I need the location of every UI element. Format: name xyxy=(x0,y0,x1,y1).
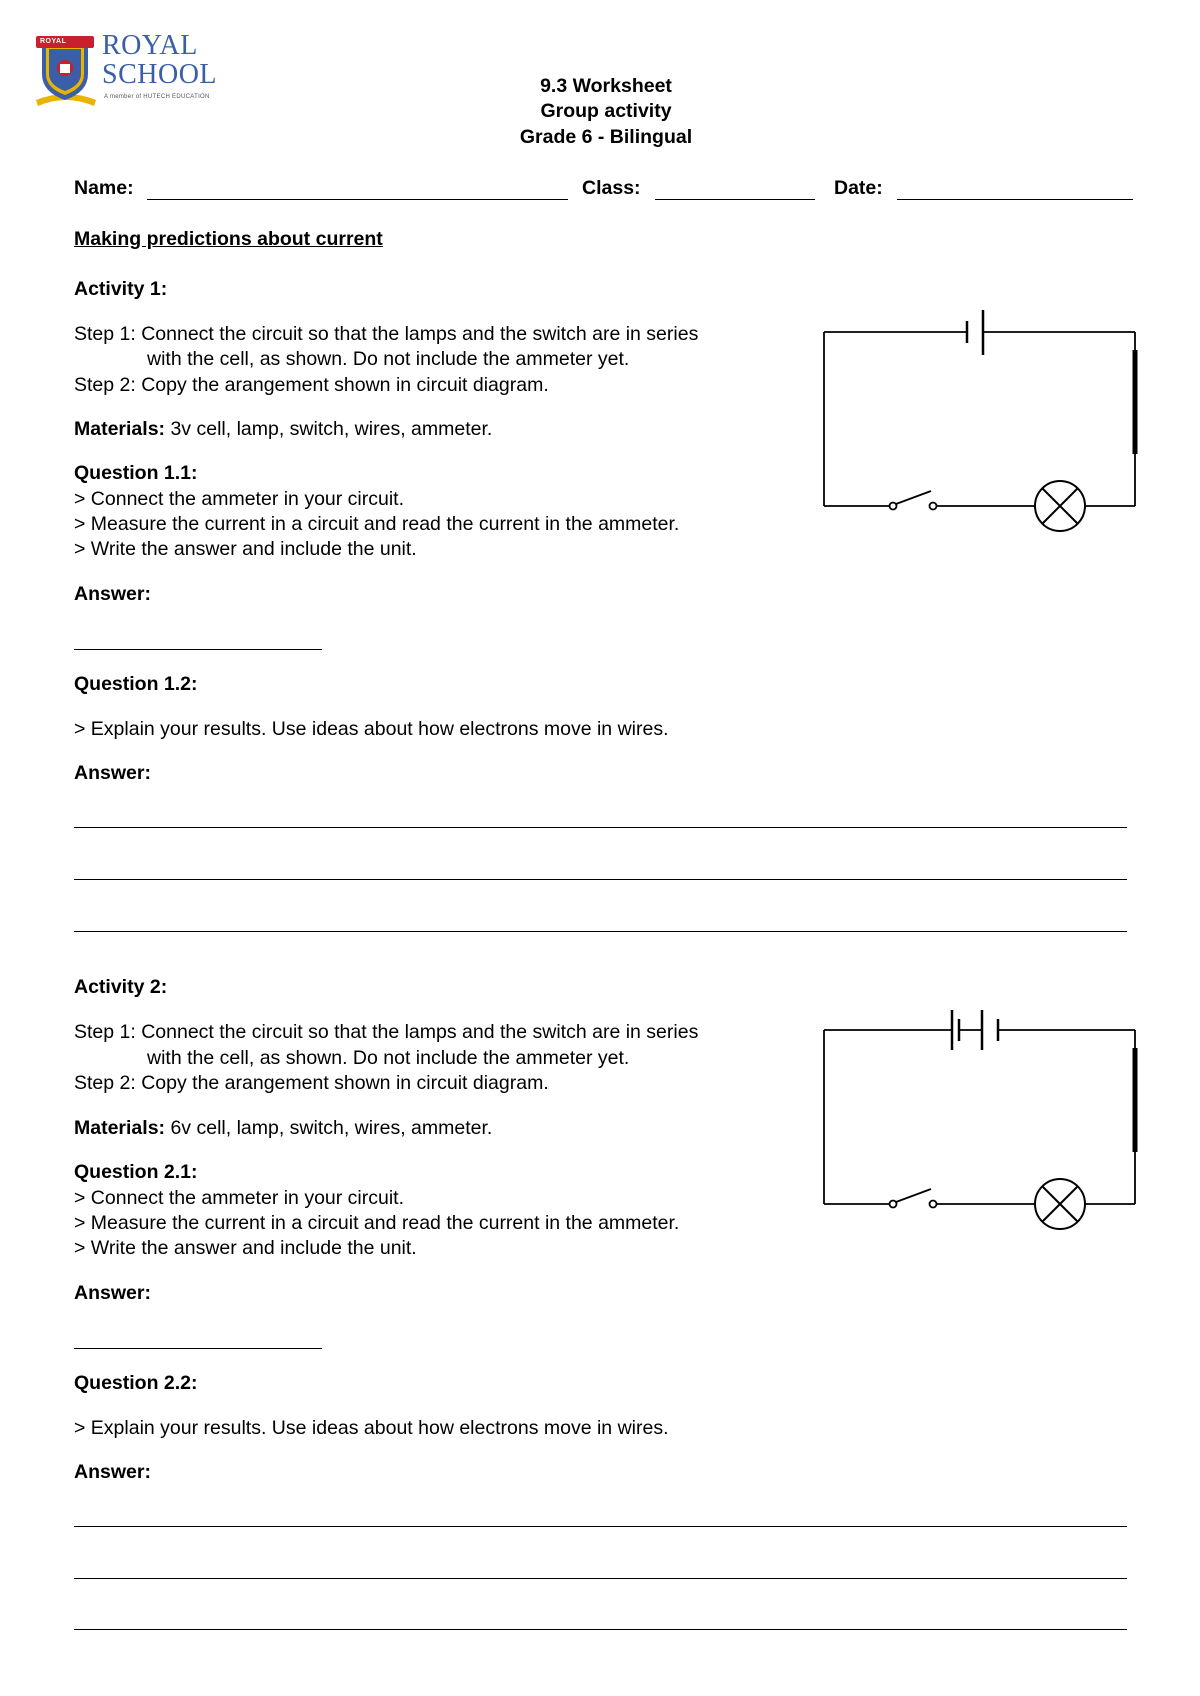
question-1-2-title: Question 1.2: xyxy=(74,673,198,695)
answer-1-2-line[interactable] xyxy=(74,827,1127,828)
date-field[interactable] xyxy=(897,199,1133,200)
activity1-materials xyxy=(74,417,492,442)
logo-title-line2: SCHOOL xyxy=(102,59,218,90)
section-title: Making predictions about current xyxy=(74,228,383,250)
circuit-diagram-2 xyxy=(810,1000,1150,1240)
activity2-step1: Step 1: Connect the circuit so that the lamps and the switch are in series xyxy=(74,1021,699,1043)
question-1-2-text: > Explain your results. Use ideas about how electrons move in wires. xyxy=(74,718,669,740)
switch-icon xyxy=(890,1189,937,1208)
cell-icon xyxy=(967,310,983,355)
activity1-step2: Step 2: Copy the arangement shown in circuit diagram. xyxy=(74,374,549,396)
class-label: Class: xyxy=(582,177,641,199)
question-1-1-title: Question 1.1: xyxy=(74,462,198,484)
question-2-1-title: Question 2.1: xyxy=(74,1161,198,1183)
worksheet-grade: Grade 6 - Bilingual xyxy=(519,126,693,148)
answer-2-1-line[interactable] xyxy=(74,1348,322,1349)
class-field[interactable] xyxy=(655,199,815,200)
question-2-1-item: > Measure the current in a circuit and read the current in the ammeter. xyxy=(74,1212,680,1234)
activity1-step1: Step 1: Connect the circuit so that the lamps and the switch are in series xyxy=(74,323,699,345)
logo-tagline: A member of HUTECH EDUCATION xyxy=(104,94,210,100)
answer-2-2-line[interactable] xyxy=(74,1578,1127,1579)
question-2-1-item: > Write the answer and include the unit. xyxy=(74,1237,417,1259)
activity2-materials-label: Materials: xyxy=(74,1117,166,1139)
switch-icon xyxy=(890,491,937,510)
activity1-step1-cont: with the cell, as shown. Do not include the ammeter yet. xyxy=(147,348,630,370)
answer-2-2-line[interactable] xyxy=(74,1629,1127,1630)
activity1-materials-label: Materials: xyxy=(74,418,166,440)
lamp-icon xyxy=(1035,481,1085,531)
logo-ribbon-text: ROYAL xyxy=(40,38,67,45)
answer-1-1-label: Answer: xyxy=(74,583,151,605)
answer-2-2-line[interactable] xyxy=(74,1526,1127,1527)
activity2-materials xyxy=(74,1116,492,1141)
question-1-1-item: > Connect the ammeter in your circuit. xyxy=(74,488,405,510)
activity2-step2: Step 2: Copy the arangement shown in circuit diagram. xyxy=(74,1072,549,1094)
activity2-title: Activity 2: xyxy=(74,976,168,998)
circuit-diagram-1 xyxy=(810,302,1150,542)
question-2-2-title: Question 2.2: xyxy=(74,1372,198,1394)
date-label: Date: xyxy=(834,177,883,199)
answer-2-1-label: Answer: xyxy=(74,1282,151,1304)
worksheet-subtitle: Group activity xyxy=(540,100,672,122)
worksheet-title: 9.3 Worksheet xyxy=(540,75,672,97)
answer-1-1-line[interactable] xyxy=(74,649,322,650)
answer-1-2-line[interactable] xyxy=(74,931,1127,932)
name-field[interactable] xyxy=(147,199,568,200)
question-2-1-item: > Connect the ammeter in your circuit. xyxy=(74,1187,405,1209)
answer-1-2-label: Answer: xyxy=(74,762,151,784)
question-1-1-item: > Write the answer and include the unit. xyxy=(74,538,417,560)
name-label: Name: xyxy=(74,177,134,199)
answer-2-2-label: Answer: xyxy=(74,1461,151,1483)
activity1-title: Activity 1: xyxy=(74,278,168,300)
activity1-materials-text: 3v cell, lamp, switch, wires, ammeter. xyxy=(165,418,493,440)
logo-title-line1: ROYAL xyxy=(102,30,198,61)
activity2-step1-cont: with the cell, as shown. Do not include the ammeter yet. xyxy=(147,1047,630,1069)
question-2-2-text: > Explain your results. Use ideas about how electrons move in wires. xyxy=(74,1417,669,1439)
school-logo xyxy=(30,30,230,110)
activity2-materials-text: 6v cell, lamp, switch, wires, ammeter. xyxy=(165,1117,493,1139)
answer-1-2-line[interactable] xyxy=(74,879,1127,880)
question-1-1-item: > Measure the current in a circuit and read the current in the ammeter. xyxy=(74,513,680,535)
lamp-icon xyxy=(1035,1179,1085,1229)
